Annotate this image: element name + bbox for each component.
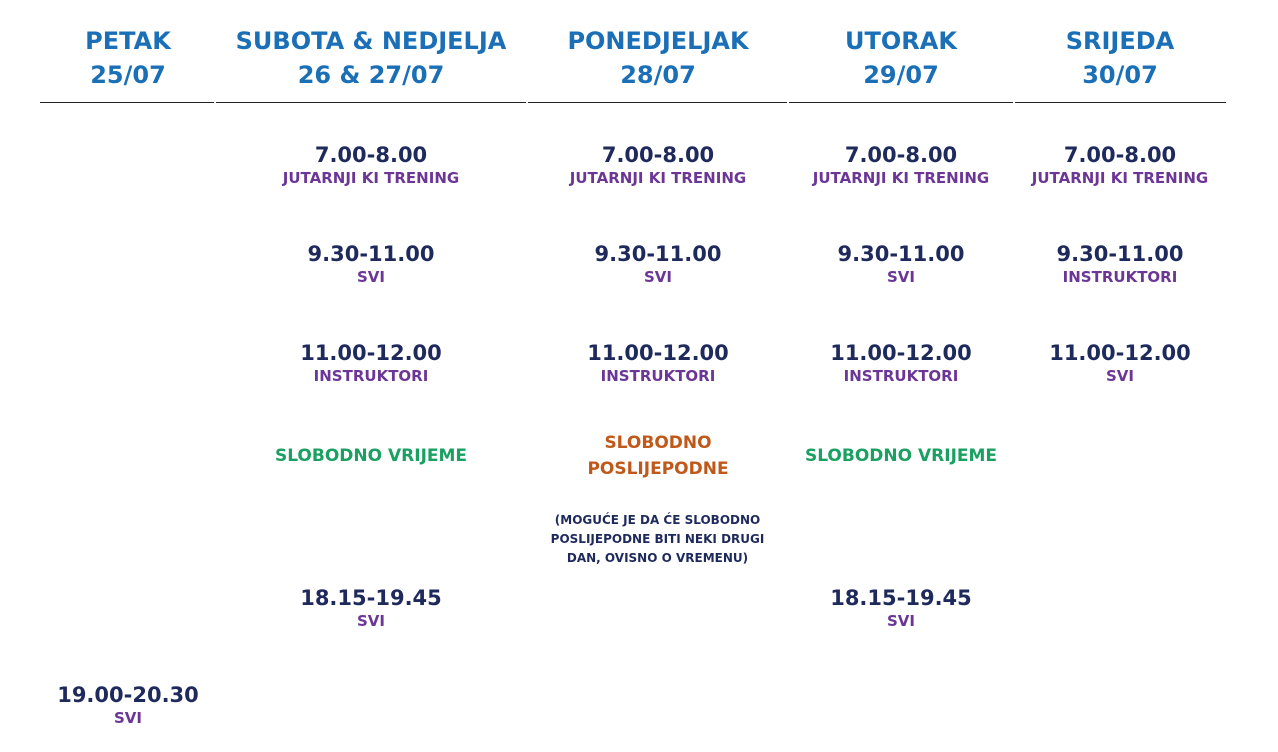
- entry-label: INSTRUKTORI: [600, 367, 716, 385]
- entry-time: 7.00-8.00: [844, 143, 958, 167]
- day-name: SUBOTA & NEDJELJA: [235, 27, 507, 55]
- entry-time: 11.00-12.00: [587, 341, 729, 365]
- day-date: 30/07: [1082, 61, 1158, 89]
- entry-time: 9.30-11.00: [1056, 242, 1184, 266]
- entry-label: SVI: [644, 268, 672, 286]
- note-line: POSLIJEPODNE BITI NEKI DRUGI: [550, 532, 765, 546]
- day-header-srijeda: [1020, 24, 1220, 92]
- entry-label: SVI: [357, 268, 385, 286]
- entry-label: SVI: [887, 612, 915, 630]
- header-divider: [40, 102, 214, 103]
- schedule-entry: [538, 142, 778, 188]
- entry-time: 19.00-20.30: [57, 683, 199, 707]
- header-divider: [528, 102, 787, 103]
- schedule-entry: [221, 585, 521, 631]
- entry-time: 11.00-12.00: [300, 341, 442, 365]
- note-line: (MOGUĆE JE DA ĆE SLOBODNO: [554, 513, 761, 527]
- entry-label: INSTRUKTORI: [313, 367, 429, 385]
- schedule-entry: [1020, 241, 1220, 287]
- entry-label: JUTARNJI KI TRENING: [812, 169, 990, 187]
- day-date: 29/07: [863, 61, 939, 89]
- day-header-utorak: [790, 24, 1012, 92]
- schedule-entry: [1020, 142, 1220, 188]
- header-divider: [216, 102, 526, 103]
- note-line: DAN, OVISNO O VREMENU): [566, 551, 749, 565]
- day-header-petak: [28, 24, 228, 92]
- schedule-entry: [221, 340, 521, 386]
- entry-time: 11.00-12.00: [1049, 341, 1191, 365]
- entry-time: 7.00-8.00: [314, 143, 428, 167]
- schedule-entry: [790, 340, 1012, 386]
- day-date: 26 & 27/07: [297, 61, 445, 89]
- day-name: PETAK: [85, 27, 171, 55]
- entry-label: INSTRUKTORI: [1062, 268, 1178, 286]
- free-afternoon-label: [538, 430, 778, 482]
- header-divider: [1015, 102, 1226, 103]
- entry-time: 11.00-12.00: [830, 341, 972, 365]
- day-date: 25/07: [90, 61, 166, 89]
- entry-label: SVI: [1106, 367, 1134, 385]
- day-date: 28/07: [620, 61, 696, 89]
- header-divider: [789, 102, 1013, 103]
- weather-note: [528, 511, 787, 568]
- day-name: UTORAK: [845, 27, 957, 55]
- free-afternoon-line: SLOBODNO: [604, 433, 712, 453]
- schedule-entry: [221, 241, 521, 287]
- entry-time: 7.00-8.00: [601, 143, 715, 167]
- day-name: SRIJEDA: [1065, 27, 1175, 55]
- day-header-subota-nedjelja: [221, 24, 521, 92]
- entry-label: JUTARNJI KI TRENING: [282, 169, 460, 187]
- entry-time: 18.15-19.45: [300, 586, 442, 610]
- entry-time: 7.00-8.00: [1063, 143, 1177, 167]
- day-name: PONEDJELJAK: [567, 27, 749, 55]
- entry-time: 9.30-11.00: [837, 242, 965, 266]
- schedule-entry: [221, 142, 521, 188]
- free-afternoon-line: POSLIJEPODNE: [587, 459, 729, 479]
- entry-label: SVI: [887, 268, 915, 286]
- schedule-entry: [538, 241, 778, 287]
- schedule-entry: [538, 340, 778, 386]
- entry-label: JUTARNJI KI TRENING: [569, 169, 747, 187]
- entry-label: SVI: [114, 709, 142, 727]
- entry-time: 9.30-11.00: [307, 242, 435, 266]
- schedule-entry: [790, 142, 1012, 188]
- schedule-entry: [1020, 340, 1220, 386]
- schedule-entry: [790, 241, 1012, 287]
- free-time-label: SLOBODNO VRIJEME: [274, 446, 468, 466]
- schedule-entry: [790, 585, 1012, 631]
- entry-time: 9.30-11.00: [594, 242, 722, 266]
- entry-label: SVI: [357, 612, 385, 630]
- entry-label: JUTARNJI KI TRENING: [1031, 169, 1209, 187]
- schedule-entry: [28, 682, 228, 728]
- free-time-label: SLOBODNO VRIJEME: [804, 446, 998, 466]
- day-header-ponedjeljak: [538, 24, 778, 92]
- entry-time: 18.15-19.45: [830, 586, 972, 610]
- entry-label: INSTRUKTORI: [843, 367, 959, 385]
